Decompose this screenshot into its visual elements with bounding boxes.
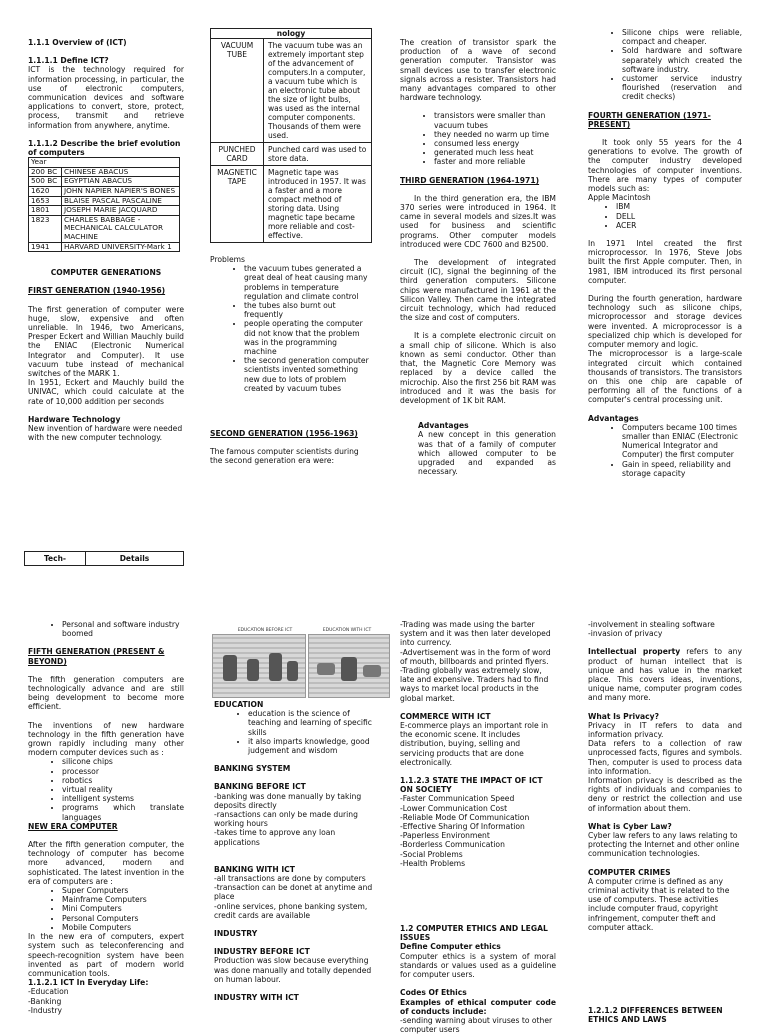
define-ethics-heading: Define Computer ethics bbox=[400, 942, 501, 952]
year-cell: 1941 bbox=[29, 242, 62, 252]
list-item: • Personal and software industry boomed bbox=[62, 620, 184, 638]
details-header: Details bbox=[86, 552, 184, 566]
list-item: -takes time to approve any loan applications bbox=[214, 828, 336, 847]
banking-with-heading: BANKING WITH ICT bbox=[214, 864, 295, 874]
list-item: • Personal Computers bbox=[62, 914, 184, 923]
computer-crimes-heading: COMPUTER CRIMES bbox=[588, 867, 671, 877]
list-item: -online services, phone banking system, credit cards are available bbox=[214, 901, 368, 920]
third-generation-text: In the third generation era, the IBM 370 series were introduced in 1964. It came in several models and sizes.It was used for business and scientific programs. Other computer models introduced were CDC 7600 and B2500. bbox=[400, 193, 556, 249]
education-list bbox=[214, 709, 376, 755]
impact-heading: 1.1.2.3 STATE THE IMPACT OF ICT ON SOCIETY bbox=[400, 776, 543, 795]
example-warning-text: -sending warning about viruses to other computer users bbox=[400, 1015, 553, 1034]
codes-of-ethics-heading: Codes Of Ethics bbox=[400, 988, 467, 998]
list-item: • Mini Computers bbox=[62, 904, 184, 913]
examples-heading: Examples of ethical computer code of conducts include: bbox=[400, 997, 556, 1016]
evolution-heading: 1.1.1.2 Describe the brief evolution of computers bbox=[28, 138, 181, 158]
intel-text: In 1971 Intel created the first microprocessor. In 1976, Steve Jobs built the first Apple computer. Then, in 1981, IBM introduced its first personal computer. bbox=[588, 239, 742, 285]
list-item: • robotics bbox=[62, 776, 184, 785]
year-cell: 500 BC bbox=[29, 177, 62, 187]
barter-text: -Trading was made using the barter system and it was then later developed into currency. bbox=[400, 620, 551, 648]
intellectual-property-definition: refers to any product of human intellect that is unique and has value in the market place. This covers ideas, inventions, unique name, computer program codes and many more. bbox=[588, 647, 742, 703]
list-item: -Education bbox=[28, 987, 69, 997]
list-item: • programs which translate languages bbox=[62, 803, 184, 821]
list-item: -Industry bbox=[28, 1005, 62, 1015]
tech-table-header bbox=[24, 551, 184, 566]
industry-heading: INDUSTRY bbox=[214, 929, 258, 939]
year-cell: 1620 bbox=[29, 187, 62, 197]
caption-with-ict: EDUCATION WITH ICT bbox=[322, 628, 372, 633]
invention-cell: JOSEPH MARIE JACQUARD bbox=[62, 206, 180, 216]
banking-before-heading: BANKING BEFORE ICT bbox=[214, 782, 306, 792]
education-with-ict-photo bbox=[308, 634, 390, 698]
hardware-technology-text: New invention of hardware were needed with the new computer technology. bbox=[28, 424, 183, 443]
banking-before-list bbox=[214, 792, 376, 847]
tech-cell: PUNCHED CARD bbox=[211, 143, 264, 166]
evolution-table bbox=[28, 157, 180, 252]
third-advantages-text: A new concept in this generation was that of a family of computer which allowed computer to be upgraded and expanded as necessary. bbox=[418, 430, 556, 477]
column-1-bottom bbox=[28, 620, 184, 1015]
list-item: • customer service industry flourished (reservation and credit checks) bbox=[622, 74, 742, 102]
fifth-inventions-text: The inventions of new hardware technology in the fifth generation have grown rapidly including many other modern computer devices such as : bbox=[28, 720, 184, 758]
list-item: • the second generation computer scientists invented something new due to lots of problem created by vacuum tubes bbox=[244, 356, 372, 393]
define-ethics-text: Computer ethics is a system of moral standards or values used as a guideline for computer users. bbox=[400, 951, 556, 980]
stealing-software-text: -involvement in stealing software bbox=[588, 620, 715, 629]
privacy-text-3: Information privacy is described as the rights of individuals and companies to deny or restrict the collection and use of information about them. bbox=[588, 776, 742, 813]
details-cell: Magnetic tape was introduced in 1957. It was a faster and a more compact method of storing data. Using magnetic tape became more reliable and cost-effective. bbox=[264, 166, 372, 243]
list-item: -Paperless Environment bbox=[400, 831, 490, 841]
column-1-top bbox=[28, 38, 184, 442]
list-item: • the vacuum tubes generated a great deal of heat causing many problems in temperature regulation and climate control bbox=[244, 264, 372, 301]
table-top-fragment: nology bbox=[211, 29, 372, 39]
microchip-text: It is a complete electronic circuit on a small chip of silicone. Which is also known as semi conductor. Other than that, the Magnetic Core Memory was replaced by a device called the microchip. Also the first 256 bit RAM was introduced and it was the basis for development of 1K bit RAM. bbox=[400, 331, 556, 405]
fourth-generation-text: It took only 55 years for the 4 generations to evolve. The growth of the computer industry developed technologies of computer inventions. There are many types of computer models such as: bbox=[588, 138, 742, 194]
table-row bbox=[29, 187, 180, 197]
list-item: -all transactions are done by computers bbox=[214, 874, 366, 884]
invasion-privacy-text: -invasion of privacy bbox=[588, 629, 663, 639]
advertisement-text: -Advertisement was in the form of word of mouth, billboards and printed flyers. bbox=[400, 647, 551, 666]
column-3-bottom bbox=[400, 620, 556, 1034]
column-3-top bbox=[400, 38, 556, 476]
fourth-hardware-text: During the fourth generation, hardware technology such as silicone chips, microprocessor and storage devices were invented. A microprocessor is a specialized chip which is developed for computer memory and logic. bbox=[588, 294, 742, 350]
list-item: • IBM bbox=[616, 202, 742, 211]
table-row bbox=[29, 206, 180, 216]
ethics-heading: 1.2 COMPUTER ETHICS AND LEGAL ISSUES bbox=[400, 924, 548, 943]
table-row bbox=[211, 166, 372, 243]
column-4-top bbox=[588, 28, 742, 478]
fifth-devices-list bbox=[28, 757, 184, 821]
third-generation-list bbox=[588, 28, 742, 102]
computer-crimes-text: A computer crime is defined as any criminal activity that is related to the use of computers. These activities include computer fraud, copyright infringement, computer theft and computer attack. bbox=[588, 876, 730, 932]
list-item: • ACER bbox=[616, 221, 742, 230]
list-item: • the tubes also burnt out frequently bbox=[244, 301, 372, 319]
trading-text: -Trading globally was extremely slow, late and expensive. Traders had to find ways to market local products in the global market. bbox=[400, 666, 549, 703]
list-item: • Computers became 100 times smaller than ENIAC (Electronic Numerical Integrator and Computer) the first computer bbox=[622, 423, 742, 460]
banking-system-heading: BANKING SYSTEM bbox=[214, 764, 291, 774]
table-row bbox=[29, 215, 180, 242]
new-era-list bbox=[28, 886, 184, 932]
fifth-generation-text: The fifth generation computers are technologically advance and are still being development to become more efficient. bbox=[28, 674, 184, 712]
list-item: -Faster Communication Speed bbox=[400, 794, 515, 804]
list-item: • processor bbox=[62, 767, 184, 776]
new-era-text: After the fifth generation computer, the technology of computer has become more advanced, modern and sophisticated. The latest invention in the era of computers are : bbox=[28, 840, 184, 886]
list-item: • Super Computers bbox=[62, 886, 184, 895]
invention-cell: HARVARD UNIVERSITY-Mark 1 bbox=[62, 242, 180, 252]
list-item: -Effective Sharing Of Information bbox=[400, 822, 525, 832]
caption-before-ict: EDUCATION BEFORE ICT bbox=[237, 628, 293, 633]
invention-cell: CHARLES BABBAGE -MECHANICAL CALCULATOR MACHINE bbox=[62, 215, 180, 242]
list-item: -Health Problems bbox=[400, 858, 466, 868]
privacy-text-2: Data refers to a collection of raw unprocessed facts, figures and symbols. Then, computer is used to process data into information. bbox=[588, 739, 742, 776]
industry-before-heading: INDUSTRY BEFORE ICT bbox=[214, 947, 310, 957]
computer-generations-heading: COMPUTER GENERATIONS bbox=[50, 268, 162, 278]
univac-text: In 1951, Eckert and Mauchly build the UNIVAC, which could calculate at the rate of 10,000 addition per seconds bbox=[28, 378, 184, 406]
fourth-generation-heading: FOURTH GENERATION (1971-PRESENT) bbox=[588, 110, 711, 129]
list-item: • they needed no warm up time bbox=[434, 130, 556, 139]
intellectual-property-term: Intellectual property bbox=[588, 647, 681, 657]
privacy-heading: What Is Privacy? bbox=[588, 711, 660, 721]
tech-cell: MAGNETIC TAPE bbox=[211, 166, 264, 243]
first-generation-text: The first generation of computer were huge, slow, expensive and often unreliable. In 1946, two Americans, Presper Eckert and Willian Mauchly build the ENIAC (Electronic Numerical Integrator and Computer). It use vacuum tube instead of mechanical switches of the MARK 1. bbox=[28, 304, 184, 378]
details-cell: The vacuum tube was an extremely important step of the advancement of computers.In a computer, a vacuum tube which is an electronic tube about the size of light bulbs, was used as the internal computer components. Thousands of them were used. bbox=[264, 39, 372, 143]
transistor-text: The creation of transistor spark the production of a wave of second generation computer. Transistor was small devices use to transfer electronic signals across a resister. Transistors had many advantages compared to other hardware technology. bbox=[400, 38, 556, 103]
privacy-text-1: Privacy in IT refers to data and information privacy. bbox=[588, 720, 742, 740]
table-row bbox=[211, 143, 372, 166]
year-cell: 200 BC bbox=[29, 167, 62, 177]
problems-heading: Problems bbox=[210, 255, 246, 264]
industry-with-heading: INDUSTRY WITH ICT bbox=[214, 993, 299, 1003]
new-era-heading: NEW ERA COMPUTER bbox=[28, 821, 118, 831]
tech-cell: VACUUM TUBE bbox=[211, 39, 264, 143]
fourth-advantages-list bbox=[588, 423, 742, 478]
year-cell: 1823 bbox=[29, 215, 62, 242]
list-item: • Silicone chips were reliable, compact and cheaper. bbox=[622, 28, 742, 46]
first-generation-heading: FIRST GENERATION (1940-1956) bbox=[28, 286, 166, 296]
models-list bbox=[588, 202, 742, 230]
banking-with-list bbox=[214, 874, 376, 920]
differences-heading: 1.2.1.2 DIFFERENCES BETWEEN ETHICS AND LAWS bbox=[588, 1006, 723, 1025]
industry-before-text: Production was slow because everything was done manually and totally depended on human labour. bbox=[214, 956, 372, 984]
invention-cell: EGYPTIAN ABACUS bbox=[62, 177, 180, 187]
list-item: • consumed less energy bbox=[434, 139, 556, 148]
list-item: • silicone chips bbox=[62, 757, 184, 766]
list-item: • Sold hardware and software separately which created the software industry. bbox=[622, 46, 742, 74]
list-item: • education is the science of teaching and learning of specific skills bbox=[248, 709, 376, 737]
year-cell: 1801 bbox=[29, 206, 62, 216]
second-generation-text: The famous computer scientists during the second generation era were: bbox=[210, 447, 359, 466]
list-item: • Gain in speed, reliability and storage capacity bbox=[622, 460, 742, 478]
tech-header: Tech- bbox=[25, 552, 86, 566]
third-advantages-heading: Advantages bbox=[418, 421, 469, 431]
education-heading: EDUCATION bbox=[214, 700, 264, 709]
list-item: • Mobile Computers bbox=[62, 923, 184, 932]
year-cell: 1653 bbox=[29, 196, 62, 206]
industry-boomed-list bbox=[28, 620, 184, 638]
list-item: • Mainframe Computers bbox=[62, 895, 184, 904]
list-item: • intelligent systems bbox=[62, 794, 184, 803]
fifth-generation-heading: FIFTH GENERATION (PRESENT & BEYOND) bbox=[28, 647, 165, 666]
microprocessor-text: The microprocessor is a large-scale integrated circuit which contained thousands of transistors. The transistors on this one chip are capable of performing all of the functions of a computer's central processing unit. bbox=[588, 349, 742, 405]
invention-cell: JOHN NAPIER NAPIER'S BONES bbox=[62, 187, 180, 197]
invention-cell: BLAISE PASCAL PASCALINE bbox=[62, 196, 180, 206]
column-2-bottom bbox=[214, 700, 376, 1002]
cyber-law-heading: What is Cyber Law? bbox=[588, 821, 672, 831]
year-header: Year bbox=[29, 158, 180, 168]
list-item: -Borderless Communication bbox=[400, 840, 505, 850]
education-before-ict-photo bbox=[212, 634, 306, 698]
list-item: -Banking bbox=[28, 996, 62, 1006]
list-item: -Reliable Mode Of Communication bbox=[400, 812, 530, 822]
column-4-bottom bbox=[588, 620, 742, 1025]
integrated-circuit-text: The development of integrated circuit (IC), signal the beginning of the third generation computers. Silicone chips were manufactured in 1961 at the Silicon Valley. Then came the integrated circuit technology, which had reduced the size and cost of computers. bbox=[400, 258, 556, 323]
fourth-advantages-heading: Advantages bbox=[588, 413, 639, 423]
define-ict-text: ICT is the technology required for information processing, in particular, the use of electronic computers, communication devices and software applications to convert, store, protect, process, transmit and retrieve information from anywhere, anytime. bbox=[28, 65, 184, 130]
list-item: -banking was done manually by taking deposits directly bbox=[214, 791, 362, 810]
list-item: -transaction can be donet at anytime and place bbox=[214, 883, 373, 902]
second-generation-heading: SECOND GENERATION (1956-1963) bbox=[210, 429, 358, 439]
details-cell: Punched card was used to store data. bbox=[264, 143, 372, 166]
cyber-law-text: Cyber law refers to any laws relating to protecting the Internet and other online communication technologies. bbox=[588, 831, 740, 859]
intellectual-property-text bbox=[588, 647, 742, 702]
list-item: • DELL bbox=[616, 212, 742, 221]
list-item: -Lower Communication Cost bbox=[400, 803, 508, 813]
list-item: • people operating the computer did not know that the problem was in the programming machine bbox=[244, 319, 372, 356]
table-row bbox=[211, 39, 372, 143]
list-item: -ransactions can only be made during working hours bbox=[214, 810, 358, 829]
expert-system-text: In the new era of computers, expert system such as teleconferencing and speech-recognition system have been invented as part of modern world communication tools. bbox=[28, 932, 184, 978]
define-ict-heading: 1.1.1.1 Define ICT? bbox=[28, 56, 109, 66]
problems-list bbox=[210, 264, 372, 393]
table-row bbox=[29, 242, 180, 252]
list-item: • faster and more reliable bbox=[434, 157, 556, 166]
commerce-text: E-commerce plays an important role in the economic scene. It includes distribution, buying, selling and servicing products that are done electronically. bbox=[400, 721, 549, 767]
list-item: • virtual reality bbox=[62, 785, 184, 794]
list-item: • generated much less heat bbox=[434, 148, 556, 157]
commerce-heading: COMMERCE WITH ICT bbox=[400, 711, 491, 721]
overview-heading: 1.1.1 Overview of (ICT) bbox=[28, 38, 127, 47]
column-2-top bbox=[210, 28, 372, 466]
everyday-life-heading: 1.1.2.1 ICT In Everyday Life: bbox=[28, 978, 149, 988]
list-item: -Social Problems bbox=[400, 849, 463, 859]
hardware-technology-table bbox=[210, 28, 372, 243]
list-item: • transistors were smaller than vacuum tubes bbox=[434, 111, 556, 129]
everyday-life-list bbox=[28, 987, 184, 1015]
invention-cell: CHINESE ABACUS bbox=[62, 167, 180, 177]
apple-macintosh: Apple Macintosh bbox=[588, 193, 651, 203]
transistor-advantages-list bbox=[400, 111, 556, 166]
list-item: • it also imparts knowledge, good judgement and wisdom bbox=[248, 737, 376, 755]
hardware-technology-heading: Hardware Technology bbox=[28, 414, 121, 424]
impact-list bbox=[400, 794, 556, 868]
third-generation-heading: THIRD GENERATION (1964-1971) bbox=[400, 175, 540, 185]
